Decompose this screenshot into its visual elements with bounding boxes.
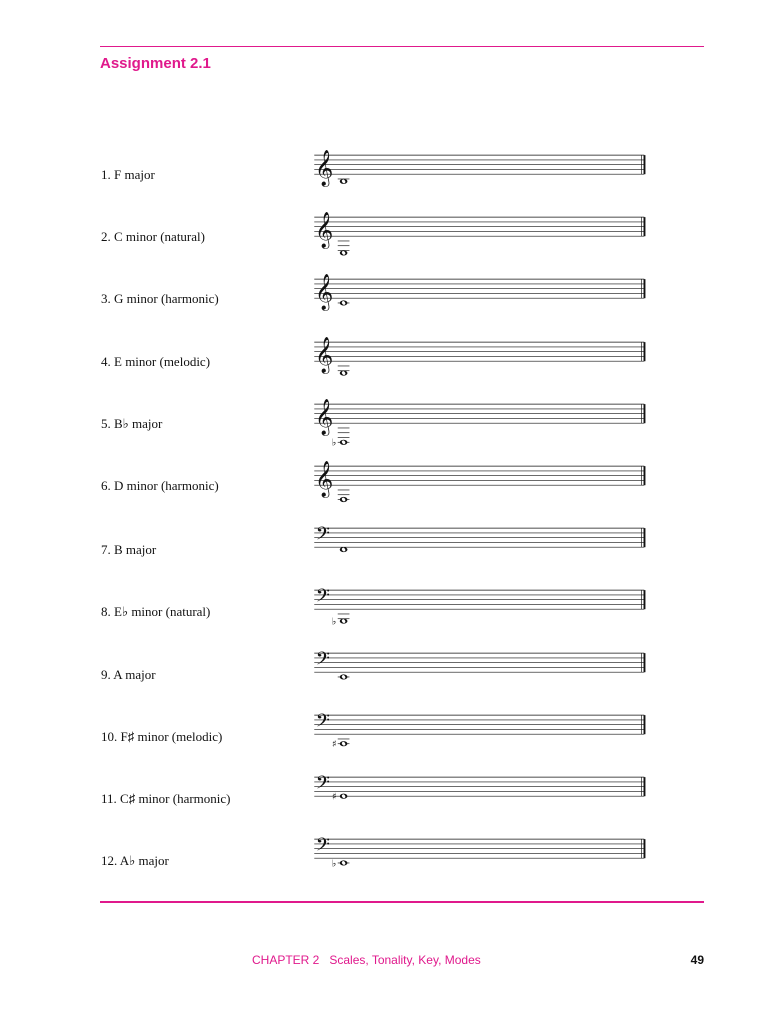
bass-clef-icon: 𝄢 [315,586,330,612]
treble-clef-icon: 𝄞 [315,149,334,186]
sharp-icon: ♯ [331,738,337,750]
exercise-row [0,585,768,647]
final-barline-thick [644,591,646,610]
bass-clef-icon: 𝄢 [315,710,330,736]
music-staff[interactable] [254,772,706,816]
treble-clef-icon: 𝄞 [315,398,334,435]
treble-clef-icon: 𝄞 [315,274,334,311]
music-staff[interactable] [254,274,706,318]
final-barline-thick [644,155,646,174]
chapter-number: CHAPTER 2 [252,953,320,967]
chapter-title: Scales, Tonality, Key, Modes [329,953,481,967]
exercise-row [0,710,768,772]
flat-icon: ♭ [331,858,337,870]
exercise-label: 11. C♯ minor (harmonic) [101,791,231,806]
treble-clef-icon: 𝄞 [315,212,334,249]
exercise-label: 8. E♭ minor (natural) [101,604,211,620]
flat-icon: ♭ [331,437,337,449]
exercise-label: 5. B♭ major [101,415,163,431]
exercise-row [0,523,768,585]
page-number: 49 [690,953,704,967]
exercise-row [0,648,768,710]
music-staff[interactable] [254,710,706,754]
final-barline-thick [644,404,646,423]
music-staff[interactable] [254,648,706,692]
final-barline-thick [644,217,646,236]
assignment-title: Assignment 2.1 [100,55,211,72]
exercise-row [0,150,768,212]
final-barline-thick [644,280,646,299]
music-staff[interactable] [254,461,706,505]
exercise-label: 4. E minor (melodic) [101,353,211,369]
exercise-label: 3. G minor (harmonic) [101,291,219,307]
bass-clef-icon: 𝄢 [315,648,330,674]
music-staff[interactable] [254,212,706,256]
exercise-row [0,212,768,274]
final-barline-thick [644,466,646,485]
exercise-label: 9. A major [101,666,156,682]
exercise-row [0,461,768,523]
final-barline-thick [644,715,646,734]
final-barline-thick [644,342,646,361]
music-staff[interactable] [254,337,706,381]
bass-clef-icon: 𝄢 [315,772,330,798]
music-staff[interactable] [254,523,706,567]
exercise-label: 6. D minor (harmonic) [101,478,219,493]
flat-icon: ♭ [331,616,337,628]
final-barline-thick [644,528,646,547]
chapter-footer [252,953,481,967]
bass-clef-icon: 𝄢 [315,523,330,549]
treble-clef-icon: 𝄞 [315,336,334,373]
exercise-row [0,274,768,336]
exercise-row [0,337,768,399]
exercise-label: 1. F major [101,167,155,182]
final-barline-thick [644,777,646,796]
exercise-row [0,834,768,896]
exercise-label: 2. C minor (natural) [101,229,205,245]
music-staff[interactable] [254,150,706,194]
sharp-icon: ♯ [331,791,337,803]
bass-clef-icon: 𝄢 [315,834,330,860]
final-barline-thick [644,839,646,858]
exercise-label: 12. A♭ major [101,853,169,869]
header-rule [100,46,704,47]
exercise-label: 7. B major [101,542,157,558]
music-staff[interactable] [254,398,706,449]
treble-clef-icon: 𝄞 [315,460,334,497]
music-staff[interactable] [254,834,706,878]
final-barline-thick [644,653,646,672]
exercise-row [0,399,768,461]
exercise-label: 10. F♯ minor (melodic) [101,728,223,744]
music-staff[interactable] [254,585,706,629]
footer-rule [100,901,704,903]
exercise-row [0,772,768,834]
